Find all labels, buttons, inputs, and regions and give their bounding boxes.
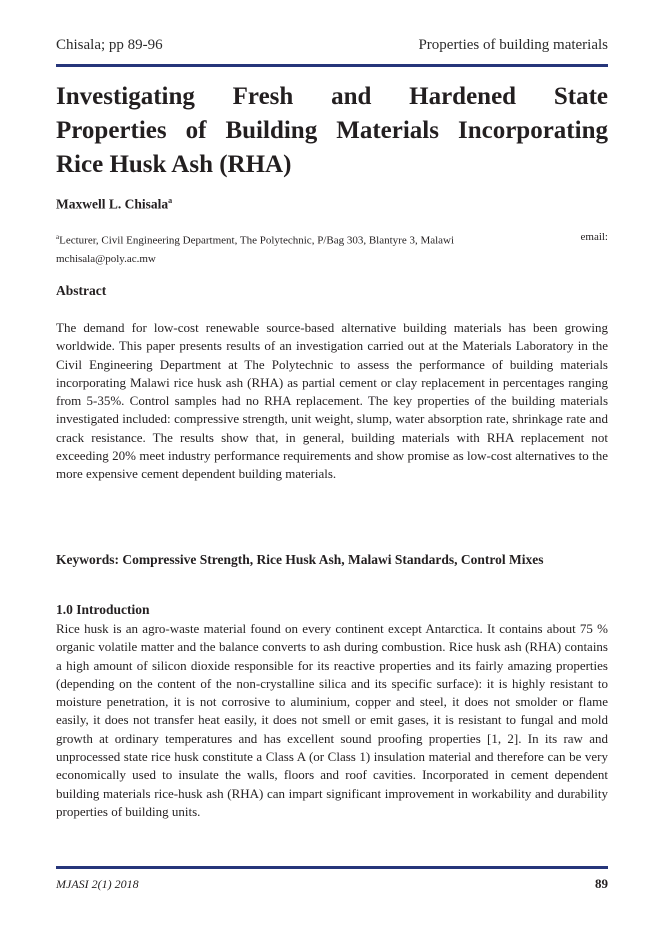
author-name: Maxwell L. Chisala [56, 196, 169, 212]
running-header [56, 37, 608, 54]
paper-title [56, 80, 608, 182]
running-head-author: Chisala; pp 89-96 [56, 37, 163, 53]
affiliation-text: Lecturer, Civil Engineering Department, The Polytechnic, P/Bag 303, Blantyre 3, Malawi [59, 234, 455, 247]
keywords: Keywords: Compressive Strength, Rice Husk Ash, Malawi Standards, Control Mixes [56, 552, 544, 567]
introduction-body: Rice husk is an agro-waste material found on every continent except Antarctica. It contains about 75 % organic volatile matter and the balance converts to ash during combustion. Rice husk ash (RHA) contains a high amount of silicon dioxide responsible for its reactive properties and its fairly amazing properties (depending on the content of the non-crystalline silica and its specific surface): it is highly resistant to moisture penetration, it is not corrosive to aluminium, copper and steel, it does not smolder or flame easily, it does not transfer heat easily, it does not smell or emit gases, it is resistant to fungal and mold growth at ordinary temperatures and has excellent sound proofing properties [1, 2]. In its raw and unprocessed state rice husk constitute a Class A (or Class 1) insulation material and therefore can be very economically used to insulate the walls, floors and roof cavities. Incorporated in cement dependent building materials rice-husk ash (RHA) can impart significant improvement in workability and durability properties of building units. [56, 621, 608, 819]
page-footer [56, 876, 608, 892]
affiliation [56, 228, 608, 268]
title-line: Rice Husk Ash (RHA) [56, 151, 292, 178]
abstract-heading: Abstract [56, 283, 107, 298]
introduction-heading: 1.0 Introduction [56, 602, 150, 617]
abstract-body: The demand for low-cost renewable source-based alternative building materials has been growing worldwide. This paper presents results of an investigation carried out at the Materials Laboratory in the Civil Engineering Department at The Polytechnic to assess the performance of building materials incorporating Malawi rice husk ash (RHA) as partial cement or clay replacement in percentages ranging from 5-35%. Control samples had no RHA replacement. The key properties of the building materials investigated included: compressive strength, unit weight, slump, water absorption rate, shrinkage rate and crack resistance. The results show that, in general, building materials with RHA replacement not exceeding 20% meet industry performance requirements and show promise as low-cost alternatives to the more expensive cement dependent building materials. [56, 320, 608, 482]
email-label: email: [580, 231, 608, 243]
journal-citation: MJASI 2(1) 2018 [56, 877, 139, 891]
title-line: Investigating Fresh and Hardened State [56, 83, 608, 110]
email-address[interactable]: mchisala@poly.ac.mw [56, 252, 156, 265]
affiliation-mark: a [56, 233, 60, 241]
title-line: Properties of Building Materials Incorporating [56, 117, 608, 144]
page-number: 89 [595, 876, 608, 891]
author-line [56, 196, 172, 213]
running-head-topic: Properties of building materials [418, 37, 608, 53]
header-rule [56, 64, 608, 67]
author-affiliation-mark: a [168, 196, 173, 205]
footer-rule [56, 866, 608, 869]
